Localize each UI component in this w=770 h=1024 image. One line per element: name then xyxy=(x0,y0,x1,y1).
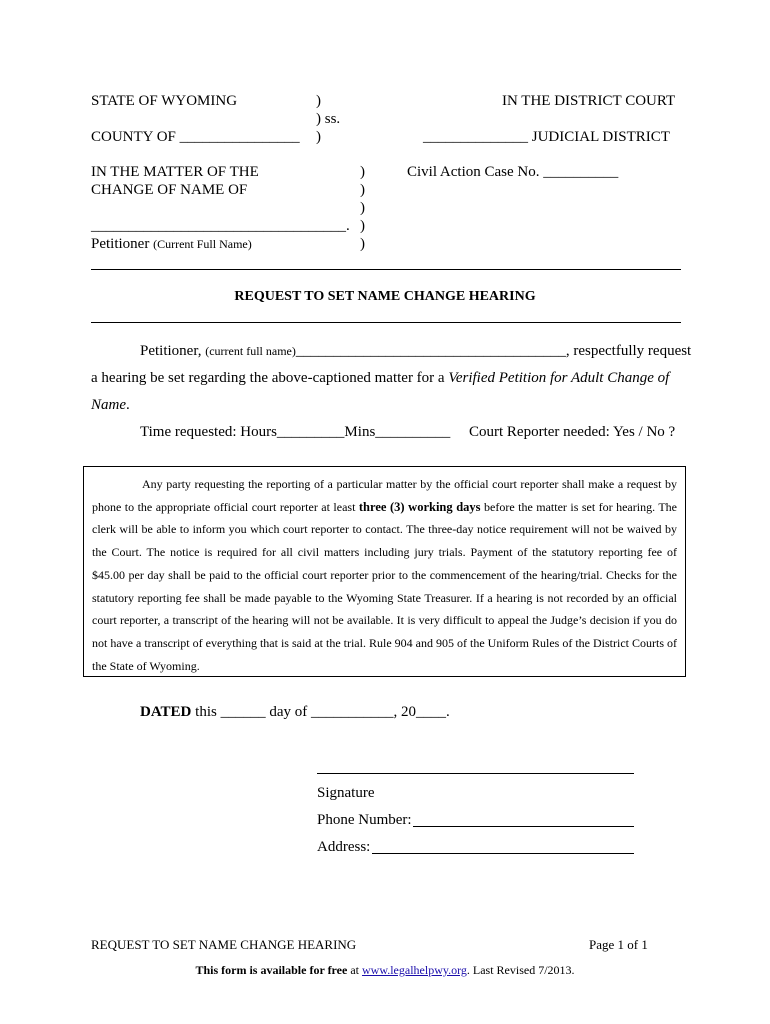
caption-paren: ) xyxy=(360,236,365,252)
notice-bold: three (3) working days xyxy=(358,499,481,514)
notice-text-after: before the matter is set for hearing. The clerk will be able to inform you which court reporter to contact. The three-day notice requirement will not be waived by the Court. The notice is required for all civil matters including jury trials. Payment of the statutory reporting fee of $45.00 per day shall be paid to the official court reporter prior to the commencement of the hearing/trial. Checks for the statutory reporting fee shall be made payable to the Wyoming State Treasurer. If a hearing is not recorded by an official court reporter, a transcript of the hearing will not be available. It is very difficult to appeal the Judge’s decision if you do not have a transcript of everything that is said at the trial. Rule 904 and 905 of the Uniform Rules of the District Courts of the State of Wyoming. xyxy=(92,499,677,673)
footer-page-number: Page 1 of 1 xyxy=(589,937,648,952)
petitioner-name-blank[interactable]: __________________________________. xyxy=(91,218,350,234)
petition-title-italic-end: Name xyxy=(91,397,126,413)
caption-paren: ) xyxy=(360,200,365,216)
petitioner-note: (Current Full Name) xyxy=(153,237,252,251)
notice-text-before: Any party requesting the reporting of a particular matter by the official court reporter shall make a request by phone to the appropriate official court reporter at least xyxy=(92,477,677,514)
full-name-blank[interactable]: ____________________________________ xyxy=(295,343,566,359)
caption-paren: ) xyxy=(360,218,365,234)
ss-label: ) ss. xyxy=(316,111,341,127)
judicial-district-label: ______________ JUDICIAL DISTRICT xyxy=(423,129,670,145)
caption-paren: ) xyxy=(316,129,321,145)
court-reporter-needed[interactable]: Court Reporter needed: Yes / No ? xyxy=(469,424,676,440)
case-number-label[interactable]: Civil Action Case No. __________ xyxy=(407,164,619,180)
notice-text xyxy=(92,473,677,677)
signature-line[interactable] xyxy=(317,773,634,774)
document-title: REQUEST TO SET NAME CHANGE HEARING xyxy=(234,289,536,304)
footer-form-title: REQUEST TO SET NAME CHANGE HEARING xyxy=(91,937,357,952)
dated-line[interactable] xyxy=(140,704,450,721)
petitioner-label xyxy=(91,236,252,253)
petitioner-word: Petitioner, xyxy=(140,343,202,359)
footer-free-text: This form is available for free xyxy=(195,963,348,977)
dated-rest: this ______ day of ___________, 20____. xyxy=(195,704,450,720)
footer-revised: . Last Revised 7/2013. xyxy=(466,963,575,977)
footer-at: at xyxy=(350,963,359,977)
request-line-3 xyxy=(91,397,130,414)
court-reporter-notice-box xyxy=(83,466,686,677)
time-requested-field[interactable]: Time requested: Hours_________Mins__________ xyxy=(140,424,451,440)
period: . xyxy=(126,397,130,413)
request-line-1 xyxy=(140,343,691,360)
petitioner-word: Petitioner xyxy=(91,236,150,252)
caption-paren: ) xyxy=(316,93,321,109)
matter-line-1: IN THE MATTER OF THE xyxy=(91,164,259,180)
caption-paren: ) xyxy=(360,182,365,198)
current-full-name-note: (current full name) xyxy=(205,344,296,358)
legalhelpwy-link[interactable]: www.legalhelpwy.org xyxy=(362,963,467,977)
footer-availability xyxy=(0,963,770,978)
phone-number-line[interactable] xyxy=(413,826,634,827)
matter-line-2: CHANGE OF NAME OF xyxy=(91,182,248,198)
county-label: COUNTY OF ________________ xyxy=(91,129,300,145)
phone-number-label: Phone Number: xyxy=(317,812,412,828)
title-rule-top xyxy=(91,269,681,270)
respectfully-request: , respectfully request xyxy=(565,343,692,359)
request-line-2 xyxy=(91,370,669,387)
title-rule-bottom xyxy=(91,322,681,323)
caption-paren: ) xyxy=(360,164,365,180)
court-label: IN THE DISTRICT COURT xyxy=(502,93,676,109)
address-label: Address: xyxy=(317,839,371,855)
request-line-2-text: a hearing be set regarding the above-captioned matter for a xyxy=(91,370,445,386)
state-label: STATE OF WYOMING xyxy=(91,93,238,109)
dated-label: DATED xyxy=(140,704,192,720)
petition-title-italic: Verified Petition for Adult Change of xyxy=(448,370,670,386)
address-line[interactable] xyxy=(372,853,634,854)
signature-label: Signature xyxy=(317,785,375,801)
